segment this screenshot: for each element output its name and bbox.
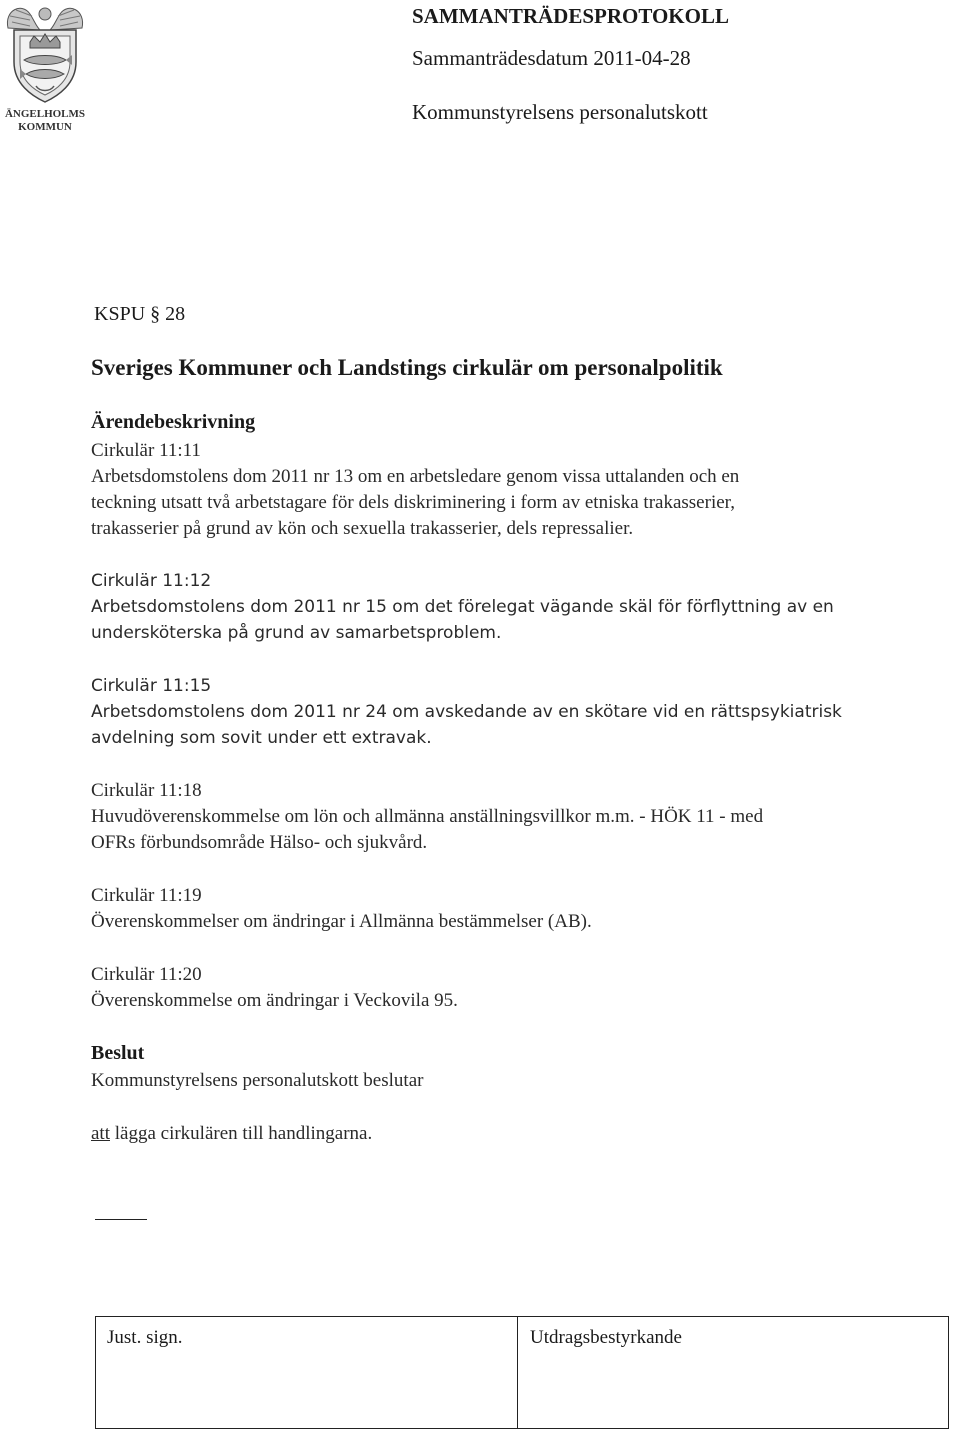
circular-text-line: undersköterska på grund av samarbetsproblem. — [91, 623, 502, 643]
circular-text-line: Arbetsdomstolens dom 2011 nr 24 om avskedande av en skötare vid en rättspsykiatrisk — [91, 702, 842, 722]
circular-text-line: Arbetsdomstolens dom 2011 nr 15 om det förelegat vägande skäl för förflyttning av en — [91, 597, 834, 617]
logo-text-line1: ÄNGELHOLMS — [4, 108, 86, 120]
circular-number: Cirkulär 11:12 — [91, 571, 212, 591]
circular-number: Cirkulär 11:19 — [91, 885, 202, 906]
att-keyword: att — [91, 1123, 110, 1144]
circular-text-line: Överenskommelse om ändringar i Veckovila 95. — [91, 990, 458, 1011]
municipality-logo — [0, 0, 90, 134]
circular-text-line: avdelning som sovit under ett extravak. — [91, 728, 432, 748]
circular-item — [91, 883, 891, 935]
circular-number: Cirkulär 11:20 — [91, 964, 202, 985]
circular-number: Cirkulär 11:15 — [91, 676, 212, 696]
circular-text-line: Huvudöverenskommelse om lön och allmänna anställningsvillkor m.m. - HÖK 11 - med — [91, 806, 764, 827]
separator-rule — [95, 1219, 147, 1220]
circular-text-line: Arbetsdomstolens dom 2011 nr 13 om en arbetsledare genom vissa uttalanden och en — [91, 466, 740, 487]
signature-label-extract: Utdragsbestyrkande — [530, 1327, 682, 1348]
meeting-date: Sammanträdesdatum 2011-04-28 — [412, 46, 691, 70]
circular-item — [91, 438, 891, 542]
document-title: SAMMANTRÄDESPROTOKOLL — [412, 4, 729, 28]
decision-intro: Kommunstyrelsens personalutskott beslutar — [91, 1070, 424, 1091]
decision-text-rest: lägga cirkulären till handlingarna. — [110, 1123, 373, 1144]
decision-text — [91, 1121, 891, 1147]
circular-text-line: teckning utsatt två arbetstagare för dels diskriminering i form av etniska trakasserier, — [91, 492, 735, 513]
circular-item — [91, 778, 891, 856]
committee-name: Kommunstyrelsens personalutskott — [412, 100, 708, 124]
circular-item — [91, 673, 891, 751]
signature-box — [95, 1316, 949, 1429]
circular-text-line: Överenskommelser om ändringar i Allmänna bestämmelser (AB). — [91, 911, 592, 932]
circular-number: Cirkulär 11:18 — [91, 780, 202, 801]
circular-item — [91, 568, 891, 646]
signature-label-just: Just. sign. — [107, 1327, 183, 1348]
circular-item — [91, 962, 891, 1014]
coat-of-arms-icon — [0, 0, 90, 108]
logo-text-line2: KOMMUN — [18, 121, 72, 133]
circular-text-line: OFRs förbundsområde Hälso- och sjukvård. — [91, 832, 428, 853]
signature-divider — [517, 1317, 518, 1428]
case-reference: KSPU § 28 — [94, 303, 186, 325]
circular-text-line: trakasserier på grund av kön och sexuella trakasserier, dels repressalier. — [91, 518, 634, 539]
description-heading: Ärendebeskrivning — [91, 411, 256, 433]
decision-heading: Beslut — [91, 1042, 145, 1064]
case-title: Sveriges Kommuner och Landstings cirkulär om personalpolitik — [91, 355, 723, 380]
circular-number: Cirkulär 11:11 — [91, 440, 201, 461]
